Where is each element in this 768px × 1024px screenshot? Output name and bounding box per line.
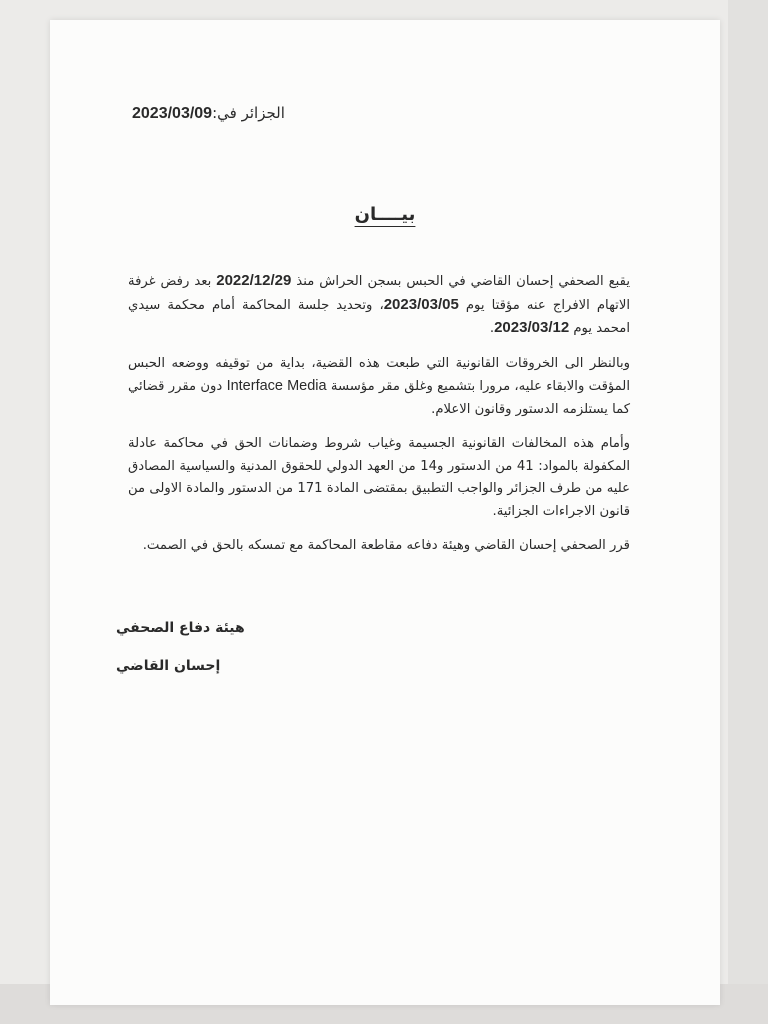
paragraph-2-text-b: دون مقرر قضائي كما يستلزمه الدستور وقانون الاعلام. [128,379,630,417]
paragraph-2-text-a: وبالنظر الى الخروقات القانونية التي طبعت هذه القضية، بداية من توقيفه ووضعه الحبس المؤقت والابقاء عليه، مرورا بتشميع وغلق مقر مؤسسة [128,355,630,394]
paragraph-1-text-b: بعد رفض غرفة الاتهام الافراج عنه مؤقتا يوم [128,274,631,313]
paragraph-1-date-1: 2022/12/29 [216,272,292,289]
paragraph-1 [128,270,630,341]
paragraph-1-text-a: يقبع الصحفي إحسان القاضي في الحبس بسجن الحراش منذ [291,274,631,289]
date-label: الجزائر في: [212,104,285,122]
statement-body [128,270,630,570]
paragraph-1-text-c: ، وتحديد جلسة المحاكمة أمام محكمة سيدي امحمد يوم [128,297,630,336]
document-page [50,20,720,1005]
paragraph-2 [128,353,630,422]
paragraph-3: وأمام هذه المخالفات القانونية الجسيمة وغياب شروط وضمانات الحق في محاكمة عادلة المكفولة بالمواد: 41 من الدستور و14 من العهد الدولي للحقوق المدنية والسياسية المصادق عليه من طرف الجزائر والواجب التطبيق بمقتضى المادة 171 من الدستور والمادة الاولى من قانون الاجراءات الجزائية. [128,436,631,519]
paragraph-1-date-2: 2023/03/05 [383,295,459,313]
company-name: Interface Media [226,378,327,394]
document-title-text: بيــــان [354,204,416,225]
paragraph-1-text-d: . [489,321,495,336]
signature-organization: هيئة دفاع الصحفي [116,620,245,636]
date-line [132,104,285,123]
background-wall-right [728,0,768,1024]
signature-name: إحسان القاضي [116,658,221,674]
date-value: 2023/03/09 [132,105,213,122]
paragraph-1-date-3: 2023/03/12 [494,319,570,336]
document-title [50,204,720,225]
paragraph-4: قرر الصحفي إحسان القاضي وهيئة دفاعه مقاطعة المحاكمة مع تمسكه بالحق في الصمت. [142,538,630,553]
